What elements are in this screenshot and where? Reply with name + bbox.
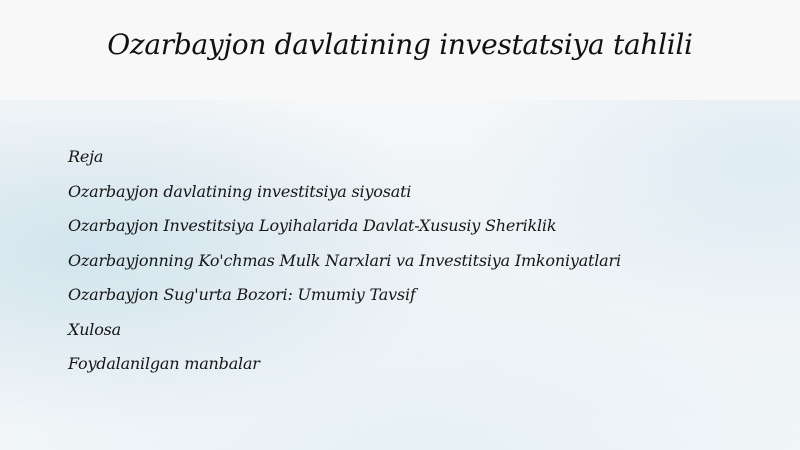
slide-title: Ozarbayjon davlatining investatsiya tahlili (107, 28, 693, 61)
outline-item-public-private-partnership: Ozarbayjon Investitsiya Loyihalarida Davlat-Xususiy Sheriklik (68, 216, 557, 235)
outline-item-insurance-market: Ozarbayjon Sug'urta Bozori: Umumiy Tavsif (68, 285, 416, 304)
outline-list (68, 140, 621, 382)
outline-item-references: Foydalanilgan manbalar (68, 354, 260, 373)
outline-item-reja: Reja (68, 147, 104, 166)
outline-item-real-estate-prices: Ozarbayjonning Ko'chmas Mulk Narxlari va Investitsiya Imkoniyatlari (68, 250, 621, 270)
outline-item-conclusion: Xulosa (68, 319, 121, 339)
outline-item-investment-policy: Ozarbayjon davlatining investitsiya siyosati (68, 181, 412, 201)
